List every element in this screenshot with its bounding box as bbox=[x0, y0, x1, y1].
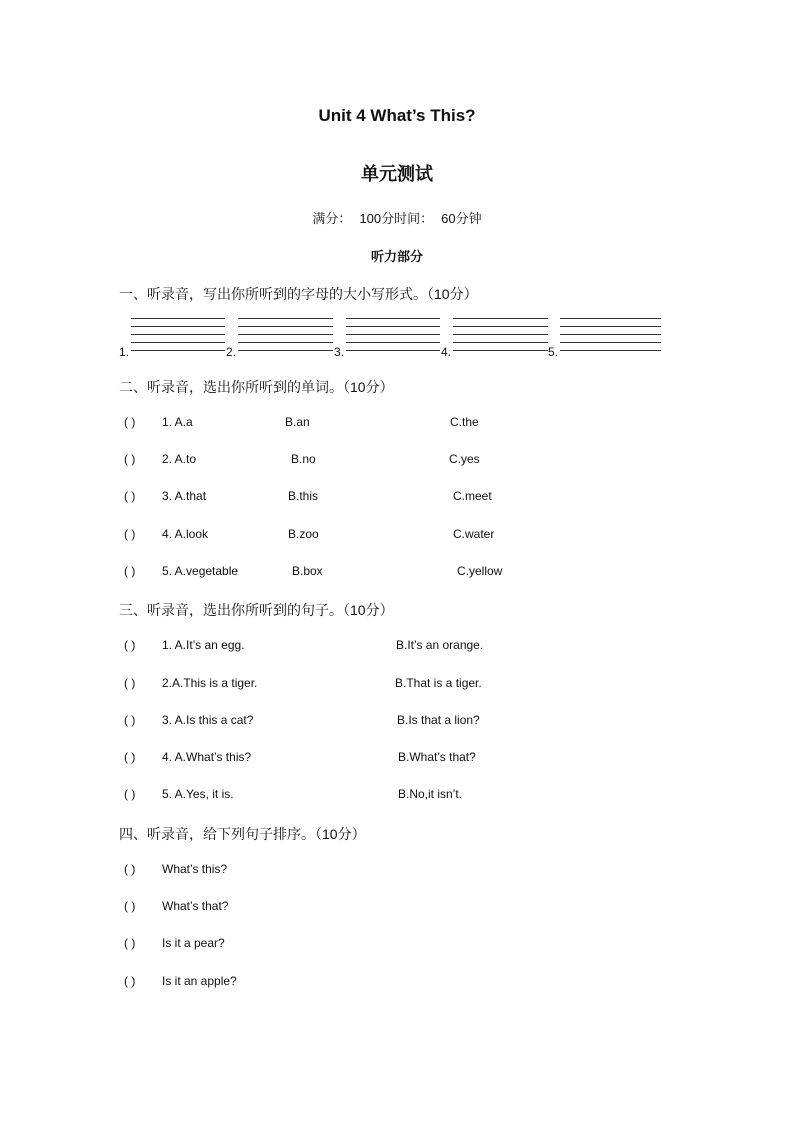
option-b: B.zoo bbox=[288, 527, 319, 541]
page-subtitle: 单元测试 bbox=[361, 164, 433, 184]
section3-heading: 三、听录音，选出你所听到的句子。（10分） bbox=[119, 602, 394, 618]
sentence-text: Is it an apple? bbox=[162, 974, 237, 988]
sentence-text: Is it a pear? bbox=[162, 936, 225, 950]
option-a: 1. A.a bbox=[162, 415, 193, 429]
score-full-value: 100分时间： bbox=[359, 211, 434, 226]
section2-item-3 bbox=[124, 489, 684, 507]
section4-heading: 四、听录音，给下列句子排序。（10分） bbox=[119, 826, 366, 842]
section3-item-5 bbox=[124, 787, 684, 805]
option-a: 5. A.vegetable bbox=[162, 564, 239, 578]
answer-blank[interactable]: ( ) bbox=[124, 713, 136, 727]
page-title: Unit 4 What’s This? bbox=[318, 106, 476, 125]
section3-item-4 bbox=[124, 750, 684, 768]
sentence-text: What’s this? bbox=[162, 862, 228, 876]
answer-blank[interactable]: ( ) bbox=[124, 899, 136, 913]
option-a: 2.A.This is a tiger. bbox=[162, 676, 258, 690]
option-b: B.an bbox=[285, 415, 310, 429]
option-a: 2. A.to bbox=[162, 452, 197, 466]
answer-blank[interactable]: ( ) bbox=[124, 415, 136, 429]
section1-heading: 一、听录音，写出你所听到的字母的大小写形式。（10分） bbox=[119, 286, 478, 302]
letter-number-5: 5. bbox=[548, 345, 559, 359]
section3-item-1 bbox=[124, 638, 684, 656]
letter-writing-lines bbox=[119, 318, 679, 358]
answer-blank[interactable]: ( ) bbox=[124, 638, 136, 652]
option-a: 1. A.It’s an egg. bbox=[162, 638, 245, 652]
answer-blank[interactable]: ( ) bbox=[124, 527, 136, 541]
option-c: C.yes bbox=[449, 452, 480, 466]
score-line bbox=[0, 208, 794, 227]
option-c: C.the bbox=[450, 415, 479, 429]
section3-item-3 bbox=[124, 713, 684, 731]
letter-number-3: 3. bbox=[334, 345, 345, 359]
letter-box-2[interactable] bbox=[226, 318, 333, 359]
option-b: B.That is a tiger. bbox=[395, 676, 482, 690]
option-b: B.It’s an orange. bbox=[396, 638, 484, 652]
option-a: 4. A.look bbox=[162, 527, 209, 541]
section4-item-3 bbox=[124, 936, 684, 954]
letter-box-1[interactable] bbox=[119, 318, 225, 359]
section2-item-5 bbox=[124, 564, 684, 582]
option-b: B.no bbox=[291, 452, 316, 466]
answer-blank[interactable]: ( ) bbox=[124, 676, 136, 690]
option-a: 5. A.Yes, it is. bbox=[162, 787, 234, 801]
letter-box-5[interactable] bbox=[548, 318, 661, 359]
option-a: 4. A.What’s this? bbox=[162, 750, 252, 764]
answer-blank[interactable]: ( ) bbox=[124, 862, 136, 876]
sentence-text: What’s that? bbox=[162, 899, 229, 913]
option-b: B.this bbox=[288, 489, 319, 503]
section4-item-2 bbox=[124, 899, 684, 917]
time-value: 60分钟 bbox=[441, 211, 482, 226]
section4-item-1 bbox=[124, 862, 684, 880]
option-a: 3. A.that bbox=[162, 489, 207, 503]
option-b: B.Is that a lion? bbox=[397, 713, 480, 727]
letter-box-3[interactable] bbox=[334, 318, 440, 359]
answer-blank[interactable]: ( ) bbox=[124, 787, 136, 801]
answer-blank[interactable]: ( ) bbox=[124, 564, 136, 578]
score-full-label: 满分： bbox=[312, 211, 352, 226]
letter-box-4[interactable] bbox=[441, 318, 548, 359]
section3-item-2 bbox=[124, 676, 684, 694]
section2-item-2 bbox=[124, 452, 684, 470]
section4-item-4 bbox=[124, 974, 684, 992]
part-title: 听力部分 bbox=[370, 249, 423, 264]
answer-blank[interactable]: ( ) bbox=[124, 974, 136, 988]
option-b: B.What’s that? bbox=[398, 750, 476, 764]
answer-blank[interactable]: ( ) bbox=[124, 750, 136, 764]
option-b: B.No,it isn’t. bbox=[398, 787, 463, 801]
answer-blank[interactable]: ( ) bbox=[124, 489, 136, 503]
section2-item-4 bbox=[124, 527, 684, 545]
answer-blank[interactable]: ( ) bbox=[124, 452, 136, 466]
option-c: C.yellow bbox=[457, 564, 503, 578]
letter-number-1: 1. bbox=[119, 345, 130, 359]
answer-blank[interactable]: ( ) bbox=[124, 936, 136, 950]
section2-heading: 二、听录音，选出你所听到的单词。（10分） bbox=[119, 379, 394, 395]
section2-item-1 bbox=[124, 415, 684, 433]
option-a: 3. A.Is this a cat? bbox=[162, 713, 254, 727]
option-c: C.water bbox=[453, 527, 495, 541]
option-b: B.box bbox=[292, 564, 323, 578]
letter-number-4: 4. bbox=[441, 345, 452, 359]
option-c: C.meet bbox=[453, 489, 492, 503]
letter-number-2: 2. bbox=[226, 345, 237, 359]
